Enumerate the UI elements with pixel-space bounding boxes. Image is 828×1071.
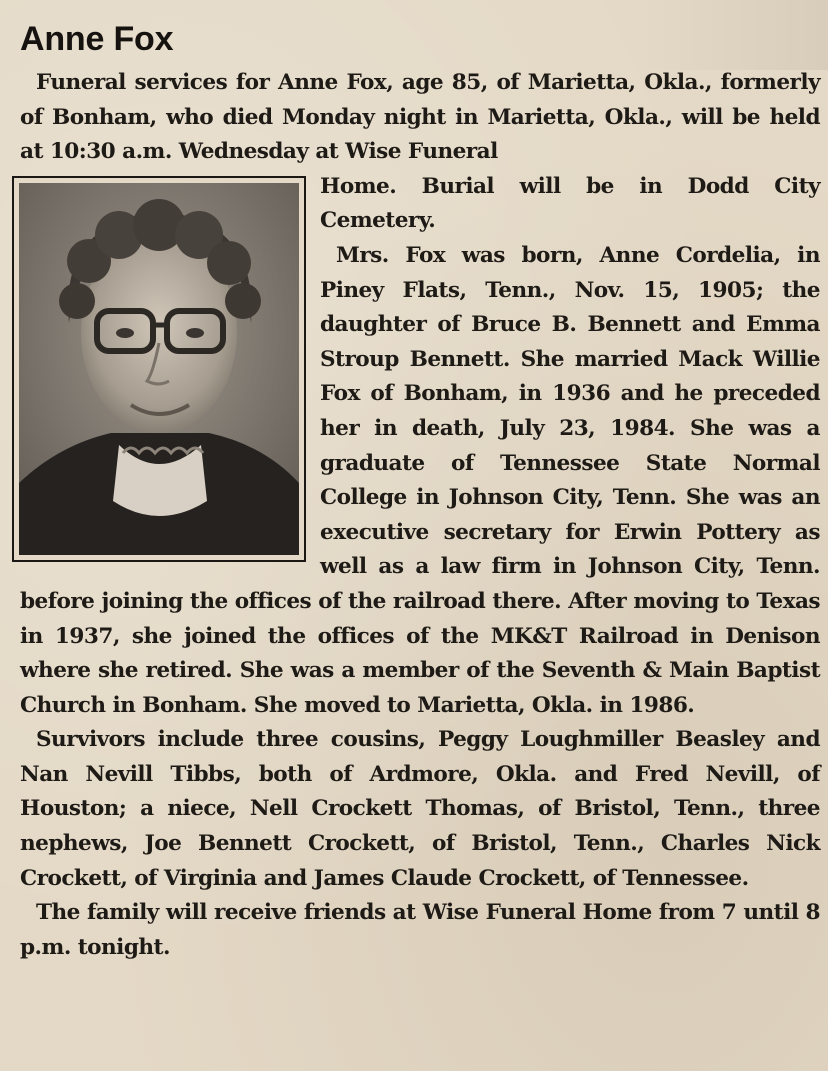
paragraph-biography: Mrs. Fox was born, Anne Cordelia, in Piney Flats, Tenn., Nov. 15, 1905; the daughter of Bruce B. Bennett and Emma Stroup Bennett. She married Mack Willie Fox of Bonham, in 1936 and he preceded her in death, July 23, 1984. She was a graduate of Tennessee State Normal College in Johnson City, Tenn. She was an executive secretary for Erwin Pottery as well as a law firm in Johnson City, Tenn. before joining the offices of the railroad there. After moving to Texas in 1937, she joined the offices of the MK&T Railroad in Denison where she retired. She was a member of the Seventh & Main Baptist Church in Bonham. She moved to Marietta, Okla. in 1986.: [20, 242, 820, 718]
portrait-photo: [19, 183, 299, 555]
obituary-body: [20, 66, 820, 965]
bleed-through-shadow: [638, 0, 828, 70]
paragraph-visitation: The family will receive friends at Wise Funeral Home from 7 until 8 p.m. tonight.: [20, 900, 820, 960]
portrait-photo-frame: [12, 176, 306, 562]
paragraph-services-lead: Funeral services for Anne Fox, age 85, of Marietta, Okla., formerly of Bonham, who died Monday night in Marietta, Okla., will be held at 10:30 a.m. Wednesday at Wise Funeral: [20, 70, 820, 165]
paragraph-services: [20, 66, 820, 239]
portrait-photo-icon: [19, 183, 299, 555]
paragraph-survivors: Survivors include three cousins, Peggy Loughmiller Beasley and Nan Nevill Tibbs, both of Ardmore, Okla. and Fred Nevill, of Houston; a niece, Nell Crockett Thomas, of Bristol, Tenn., three nephews, Joe Bennett Crockett, of Bristol, Tenn., Charles Nick Crockett, of Virginia and James Claude Crockett, of Tennessee.: [20, 727, 820, 891]
paragraph-services-rest: Home. Burial will be in Dodd City Cemetery.: [320, 173, 820, 234]
obituary-headline: Anne Fox: [20, 20, 174, 58]
